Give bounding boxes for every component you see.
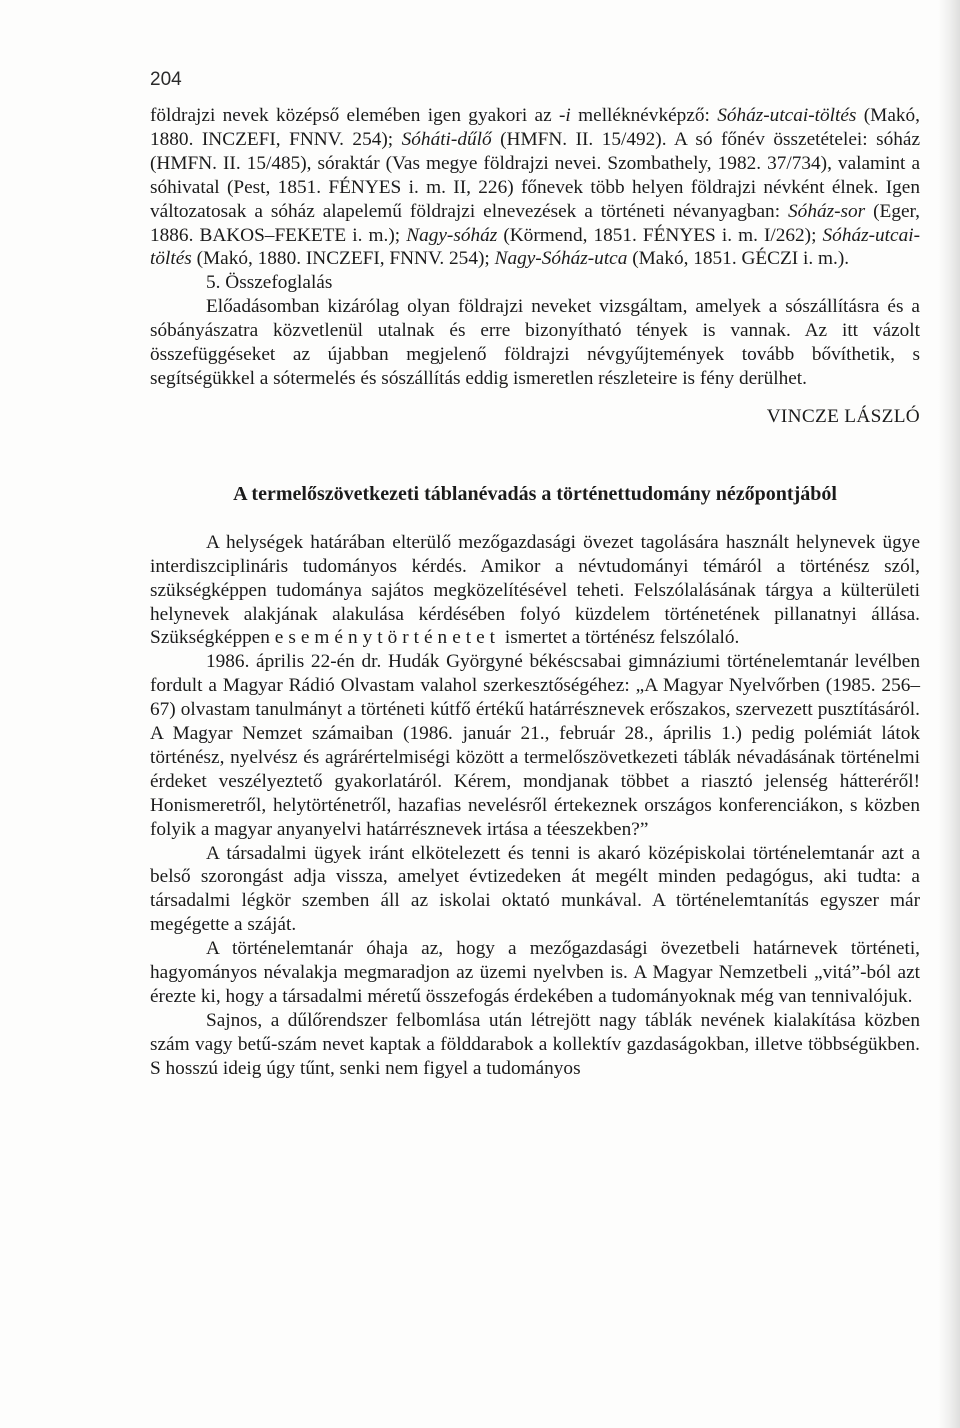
place-name: Sóház-sor	[788, 200, 866, 222]
text-run: melléknévképző:	[570, 105, 718, 126]
text-run: (Körmend, 1851. FÉNYES i. m. I/262);	[497, 224, 823, 246]
place-name: Sóház-utcai-töltés	[717, 105, 857, 126]
italic-suffix: -i	[559, 105, 571, 126]
article-paragraph-5: Sajnos, a dűlőrendszer felbomlása után létrejött nagy táblák nevének kialakítása közben szám vagy betű-szám nevet kaptak a földdarabok a kollektív gazdaságokban, illetve többségükben. S hosszú ideig úgy tűnt, senki nem figyel a tudományos	[150, 1009, 920, 1079]
page-edge-shadow	[938, 0, 960, 1428]
page-content	[150, 104, 920, 1081]
text-run: (Makó, 1851. GÉCZI i. m.).	[627, 248, 850, 270]
place-name: Nagy-Sóház-utca	[494, 248, 628, 270]
section-heading-summary: 5. Összefoglalás	[206, 272, 333, 294]
page-number: 204	[150, 69, 182, 90]
intro-paragraph	[150, 104, 920, 271]
text-run: A helységek határában elterülő mezőgazdasági övezet tagolására használt helynevek ügye interdiszciplináris tudományos kérdés. Amikor a névtudományi témáról a történész szól, szükségképpen tudománya sajátos megközelítésével teheti. Felszólalásának tárgya a külterületi helynevek alakjának alakulása kérdésében folyó küzdelem történetének pillanatnyi állása. Szükségképpen	[150, 531, 920, 649]
place-name: Nagy-sóház	[406, 224, 498, 246]
place-name: Sóháti-dűlő	[401, 128, 492, 150]
text-run: (Makó, 1880. INCZEFI, FNNV. 254);	[191, 248, 495, 270]
text-run: (Makó, 1880. INCZEFI, FNNV. 254);	[150, 105, 920, 150]
text-run: (Eger, 1886. BAKOS–FEKETE i. m.);	[150, 200, 920, 246]
article-title: A termelőszövetkezeti táblanévadás a történettudomány nézőpontjából	[233, 482, 837, 505]
text-run: földrajzi nevek középső elemében igen gyakori az	[150, 105, 560, 126]
text-run: ismertet a történész felszólaló.	[500, 627, 740, 649]
author-signature: VINCZE LÁSZLÓ	[766, 405, 920, 427]
article-paragraph-2: 1986. április 22-én dr. Hudák Györgyné békéscsabai gimnáziumi történelemtanár levélben fordult a Magyar Rádió Olvastam valahol szerkesztőségéhez: „A Magyar Nyelvőrben (1985. 256–67) olvastam tanulmányt a történeti kútfő értékű határrésznevek erőszakos, szervezett pusztításáról. A Magyar Nemzet számaiban (1986. január 21., február 28., április 1.) pedig polémiát látok történész, nyelvész és agrárértelmiségi között a termelőszövetkezeti táblák névadásának történelmi érdeket veszélyeztető gyakorlatáról. Kérem, mondjanak többet a riasztó jelenség hátteréről! Honismeretről, helytörténetről, hazafias nevelésről értekeznek országos konferenciákon, s közben folyik a magyar anyanyelvi határrésznevek irtása a téeszekben?”	[150, 651, 920, 840]
summary-paragraph: Előadásomban kizárólag olyan földrajzi neveket vizsgáltam, amelyek a sószállításra és a sóbányászatra közvetlenül utalnak és erre bizonyítható tények is vannak. Az itt vázolt összefüggéseket az újabban megjelenő földrajzi névgyűjtemények tovább bővíthetik, s segítségükkel a sótermelés és sószállítás eddig ismeretlen részleteire is fény derülhet.	[150, 296, 920, 389]
text-run: (HMFN. II. 15/492). A só főnév összetételei: sóház (HMFN. II. 15/485), sóraktár (Vas megye földrajzi nevei. Szombathely, 1982. 37/734), valamint a sóhivatal (Pest, 1851. FÉNYES i. m. II, 226) főnevek több helyen földrajzi névként élnek. Igen változatosak a sóház alapelemű földrajzi elnevezések a történeti névanyagban:	[150, 128, 920, 222]
place-name: Sóház-utcai-töltés	[150, 224, 920, 270]
emphasized-word: eseménytörténetet	[274, 627, 501, 649]
article-paragraph-3: A társadalmi ügyek iránt elkötelezett és tenni is akaró középiskolai történelemtanár azt a belső szorongást adja vissza, amelyet évtizedeken át megélt minden pedagógus, aki tudta: a társadalmi légkör szemben áll az iskolai oktató munkával. A történelemtanítás egyszer már megégette a száját.	[150, 842, 920, 936]
article-paragraph-1	[150, 531, 920, 651]
article-paragraph-4: A történelemtanár óhaja az, hogy a mezőgazdasági övezetbeli határnevek történeti, hagyományos névalakja megmaradjon az üzemi nyelvben is. A Magyar Nemzetbeli „vitá”-ból azt érezte ki, hogy a társadalmi méretű összefogás érdekében a tudományoknak még van tennivalójuk.	[150, 938, 920, 1007]
